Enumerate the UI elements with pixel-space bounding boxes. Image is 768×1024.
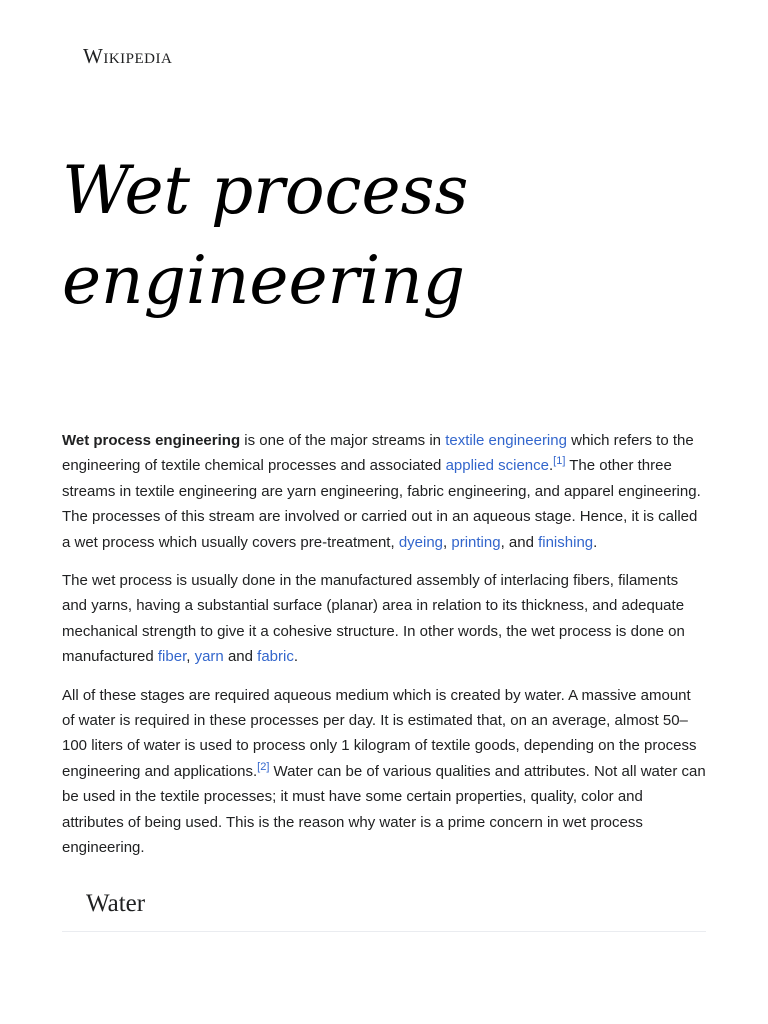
link-finishing[interactable]: finishing (538, 533, 594, 551)
section-heading-water[interactable]: Water (86, 889, 146, 917)
link-printing[interactable]: printing (451, 533, 501, 551)
article-body (62, 428, 706, 932)
wikipedia-wordmark[interactable]: Wikipedia (83, 44, 173, 68)
paragraph-intro: Wet process engineering is one of the major streams in textile engineering which refers to the engineering of textile chemical processes and associated applied science.[1] The other three streams in textile engineering are yarn engineering, fabric engineering, and apparel engineering. The processes of this stream are involved or carried out in an aqueous stage. Hence, it is called a wet process which usually covers pre-treatment, dyeing, printing, and finishing. (62, 432, 701, 551)
link-applied-science[interactable]: applied science (445, 457, 549, 475)
paragraph-wet-process: The wet process is usually done in the manufactured assembly of interlacing fibers, filaments and yarns, having a substantial surface (planar) area in relation to its thickness, and adequate mechanical strength to give it a cohesive structure. In other words, the wet process is done on manufactured fiber, yarn and fabric. (62, 572, 685, 666)
paragraph-water-usage: All of these stages are required aqueous medium which is created by water. A massive amount of water is required in these processes per day. It is estimated that, on an average, almost 50–100 liters of water is used to process only 1 kilogram of textile goods, depending on the process engineering and applications.[2] Water can be of various qualities and attributes. Not all water can be used in the textile processes; it must have some certain properties, quality, color and attributes of being used. This is the reason why water is a prime concern in wet process engineering. (62, 686, 706, 857)
link-dyeing[interactable]: dyeing (398, 533, 444, 551)
reference-1[interactable]: [1] (553, 455, 566, 468)
bold-term: Wet process engineering (62, 432, 241, 449)
link-textile-engineering[interactable]: textile engineering (445, 432, 567, 449)
page-title: Wet process engineering (62, 152, 469, 319)
section-divider (62, 931, 706, 932)
link-yarn[interactable]: yarn (194, 648, 224, 666)
link-fiber[interactable]: fiber (157, 648, 187, 666)
reference-2[interactable]: [2] (257, 760, 270, 773)
link-fabric[interactable]: fabric (257, 648, 294, 666)
